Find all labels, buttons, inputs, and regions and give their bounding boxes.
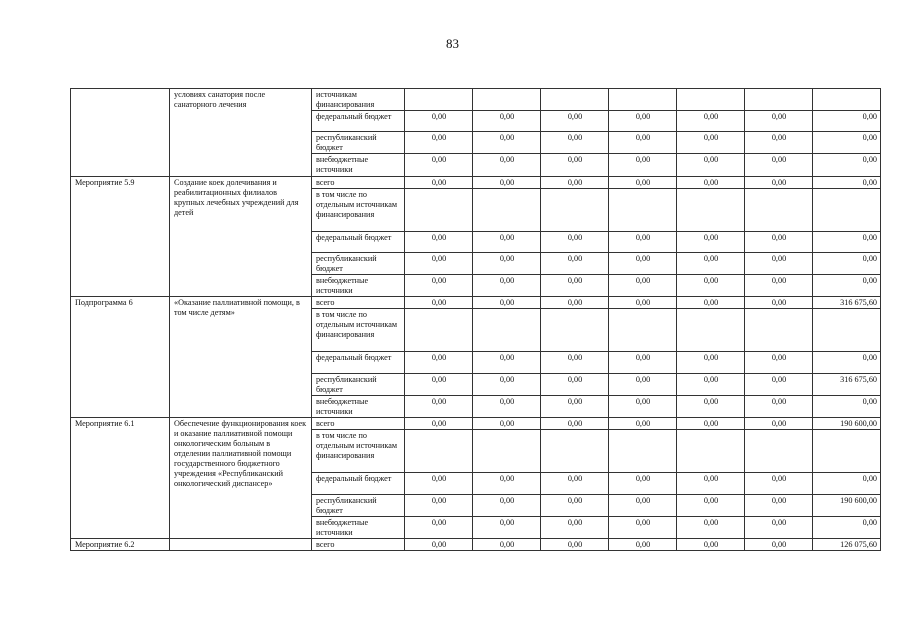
funding-source-cell: федеральный бюджет	[312, 352, 405, 374]
amount-cell: 0,00	[609, 297, 677, 309]
amount-cell: 0,00	[813, 396, 881, 418]
amount-cell: 0,00	[745, 154, 813, 177]
amount-cell: 0,00	[745, 396, 813, 418]
amount-cell	[541, 89, 609, 111]
amount-cell: 0,00	[745, 473, 813, 495]
funding-source-cell: федеральный бюджет	[312, 111, 405, 132]
funding-source-cell: всего	[312, 177, 405, 189]
amount-cell: 0,00	[541, 418, 609, 430]
amount-cell: 0,00	[745, 374, 813, 396]
amount-cell: 0,00	[609, 396, 677, 418]
amount-cell: 0,00	[677, 517, 745, 539]
amount-cell: 0,00	[405, 275, 473, 297]
amount-cell	[405, 89, 473, 111]
amount-cell: 0,00	[677, 473, 745, 495]
amount-cell: 190 600,00	[813, 495, 881, 517]
activity-name-cell: условиях санатория после санаторного лечения	[170, 89, 312, 177]
amount-cell: 0,00	[473, 539, 541, 551]
amount-cell: 0,00	[473, 495, 541, 517]
amount-cell: 0,00	[745, 539, 813, 551]
amount-cell: 0,00	[473, 177, 541, 189]
amount-cell	[609, 430, 677, 473]
funding-source-cell: внебюджетные источники	[312, 396, 405, 418]
amount-cell: 0,00	[541, 232, 609, 253]
funding-source-cell: всего	[312, 539, 405, 551]
amount-cell: 316 675,60	[813, 374, 881, 396]
amount-cell: 0,00	[405, 374, 473, 396]
amount-cell: 0,00	[745, 177, 813, 189]
amount-cell: 0,00	[677, 232, 745, 253]
amount-cell	[541, 430, 609, 473]
amount-cell: 0,00	[541, 177, 609, 189]
amount-cell: 0,00	[541, 374, 609, 396]
amount-cell	[473, 430, 541, 473]
amount-cell	[405, 189, 473, 232]
amount-cell	[541, 189, 609, 232]
amount-cell: 0,00	[609, 253, 677, 275]
amount-cell: 0,00	[745, 253, 813, 275]
amount-cell: 0,00	[405, 473, 473, 495]
amount-cell: 0,00	[813, 517, 881, 539]
amount-cell	[745, 430, 813, 473]
budget-table	[70, 88, 881, 551]
amount-cell: 0,00	[473, 154, 541, 177]
funding-source-cell: в том числе по отдельным источникам финансирования	[312, 189, 405, 232]
amount-cell: 0,00	[405, 297, 473, 309]
amount-cell: 0,00	[405, 253, 473, 275]
activity-code-cell: Мероприятие 5.9	[71, 177, 170, 297]
amount-cell	[745, 189, 813, 232]
amount-cell: 0,00	[609, 275, 677, 297]
budget-table-body	[71, 89, 881, 551]
amount-cell: 0,00	[813, 154, 881, 177]
amount-cell: 0,00	[609, 111, 677, 132]
amount-cell	[473, 89, 541, 111]
amount-cell: 0,00	[677, 253, 745, 275]
funding-source-cell: внебюджетные источники	[312, 517, 405, 539]
amount-cell: 0,00	[609, 232, 677, 253]
activity-code-cell: Мероприятие 6.1	[71, 418, 170, 539]
amount-cell: 0,00	[405, 352, 473, 374]
amount-cell	[813, 189, 881, 232]
amount-cell: 0,00	[609, 177, 677, 189]
amount-cell: 0,00	[541, 297, 609, 309]
amount-cell: 0,00	[405, 111, 473, 132]
activity-name-cell	[170, 539, 312, 551]
amount-cell: 0,00	[541, 253, 609, 275]
amount-cell: 0,00	[677, 374, 745, 396]
activity-name-cell: Обеспечение функционирования коек и оказание паллиативной помощи онкологическим больным в отделении паллиативной помощи государственного бюджетного учреждения «Республиканский онкологический диспансер»	[170, 418, 312, 539]
amount-cell: 0,00	[405, 539, 473, 551]
amount-cell: 0,00	[677, 111, 745, 132]
amount-cell: 0,00	[473, 111, 541, 132]
activity-name-cell: «Оказание паллиативной помощи, в том числе детям»	[170, 297, 312, 418]
amount-cell	[473, 309, 541, 352]
amount-cell: 0,00	[677, 495, 745, 517]
amount-cell	[541, 309, 609, 352]
funding-source-cell: внебюджетные источники	[312, 154, 405, 177]
amount-cell: 0,00	[541, 352, 609, 374]
funding-source-cell: всего	[312, 297, 405, 309]
amount-cell: 0,00	[813, 111, 881, 132]
amount-cell: 0,00	[609, 132, 677, 154]
amount-cell: 126 075,60	[813, 539, 881, 551]
funding-source-cell: республиканский бюджет	[312, 495, 405, 517]
amount-cell: 0,00	[609, 517, 677, 539]
amount-cell: 0,00	[745, 297, 813, 309]
amount-cell: 0,00	[677, 352, 745, 374]
activity-code-cell: Подпрограмма 6	[71, 297, 170, 418]
amount-cell: 0,00	[541, 275, 609, 297]
amount-cell	[405, 430, 473, 473]
amount-cell: 0,00	[813, 253, 881, 275]
activity-name-cell: Создание коек долечивания и реабилитационных филиалов крупных лечебных учреждений для детей	[170, 177, 312, 297]
amount-cell: 0,00	[813, 275, 881, 297]
amount-cell	[745, 309, 813, 352]
amount-cell: 190 600,00	[813, 418, 881, 430]
funding-source-cell: в том числе по отдельным источникам финансирования	[312, 309, 405, 352]
amount-cell	[609, 189, 677, 232]
amount-cell: 0,00	[541, 495, 609, 517]
amount-cell: 0,00	[473, 297, 541, 309]
amount-cell	[813, 430, 881, 473]
amount-cell: 0,00	[541, 473, 609, 495]
amount-cell: 0,00	[745, 495, 813, 517]
table-row	[71, 539, 881, 551]
amount-cell: 0,00	[677, 275, 745, 297]
funding-source-cell: внебюджетные источники	[312, 275, 405, 297]
amount-cell: 0,00	[405, 177, 473, 189]
amount-cell: 0,00	[745, 232, 813, 253]
amount-cell: 0,00	[473, 473, 541, 495]
amount-cell: 0,00	[677, 396, 745, 418]
amount-cell: 0,00	[405, 396, 473, 418]
amount-cell: 0,00	[677, 154, 745, 177]
amount-cell: 0,00	[541, 132, 609, 154]
amount-cell: 0,00	[813, 232, 881, 253]
amount-cell: 0,00	[677, 539, 745, 551]
amount-cell	[609, 309, 677, 352]
table-row	[71, 297, 881, 309]
amount-cell: 0,00	[473, 418, 541, 430]
amount-cell: 0,00	[473, 253, 541, 275]
funding-source-cell: всего	[312, 418, 405, 430]
amount-cell: 0,00	[473, 275, 541, 297]
amount-cell	[405, 309, 473, 352]
amount-cell: 0,00	[541, 396, 609, 418]
amount-cell	[677, 309, 745, 352]
funding-source-cell: в том числе по отдельным источникам финансирования	[312, 430, 405, 473]
amount-cell: 0,00	[813, 352, 881, 374]
amount-cell: 0,00	[745, 275, 813, 297]
amount-cell: 0,00	[813, 177, 881, 189]
amount-cell: 0,00	[745, 517, 813, 539]
amount-cell: 316 675,60	[813, 297, 881, 309]
amount-cell: 0,00	[677, 418, 745, 430]
amount-cell: 0,00	[609, 495, 677, 517]
funding-source-cell: федеральный бюджет	[312, 473, 405, 495]
amount-cell: 0,00	[813, 473, 881, 495]
funding-source-cell: источникам финансирования	[312, 89, 405, 111]
amount-cell	[609, 89, 677, 111]
amount-cell: 0,00	[745, 352, 813, 374]
funding-source-cell: республиканский бюджет	[312, 132, 405, 154]
amount-cell	[813, 89, 881, 111]
amount-cell: 0,00	[405, 154, 473, 177]
amount-cell	[677, 89, 745, 111]
amount-cell: 0,00	[677, 132, 745, 154]
amount-cell: 0,00	[677, 177, 745, 189]
activity-code-cell	[71, 89, 170, 177]
amount-cell: 0,00	[745, 132, 813, 154]
amount-cell	[813, 309, 881, 352]
amount-cell: 0,00	[541, 154, 609, 177]
funding-source-cell: федеральный бюджет	[312, 232, 405, 253]
amount-cell: 0,00	[473, 132, 541, 154]
table-row	[71, 418, 881, 430]
amount-cell: 0,00	[473, 232, 541, 253]
funding-source-cell: республиканский бюджет	[312, 253, 405, 275]
amount-cell: 0,00	[473, 517, 541, 539]
amount-cell	[745, 89, 813, 111]
amount-cell: 0,00	[609, 473, 677, 495]
amount-cell	[677, 430, 745, 473]
funding-source-cell: республиканский бюджет	[312, 374, 405, 396]
amount-cell: 0,00	[405, 418, 473, 430]
amount-cell: 0,00	[473, 374, 541, 396]
amount-cell: 0,00	[405, 495, 473, 517]
amount-cell: 0,00	[609, 539, 677, 551]
amount-cell: 0,00	[609, 154, 677, 177]
amount-cell: 0,00	[541, 517, 609, 539]
amount-cell	[677, 189, 745, 232]
amount-cell: 0,00	[609, 352, 677, 374]
table-row	[71, 89, 881, 111]
amount-cell: 0,00	[813, 132, 881, 154]
amount-cell: 0,00	[745, 111, 813, 132]
amount-cell	[473, 189, 541, 232]
table-row	[71, 177, 881, 189]
page-number: 83	[446, 36, 459, 51]
amount-cell: 0,00	[541, 539, 609, 551]
amount-cell: 0,00	[677, 297, 745, 309]
amount-cell: 0,00	[541, 111, 609, 132]
amount-cell: 0,00	[473, 352, 541, 374]
amount-cell: 0,00	[473, 396, 541, 418]
amount-cell: 0,00	[405, 232, 473, 253]
amount-cell: 0,00	[745, 418, 813, 430]
amount-cell: 0,00	[405, 132, 473, 154]
amount-cell: 0,00	[609, 418, 677, 430]
amount-cell: 0,00	[609, 374, 677, 396]
activity-code-cell: Мероприятие 6.2	[71, 539, 170, 551]
amount-cell: 0,00	[405, 517, 473, 539]
